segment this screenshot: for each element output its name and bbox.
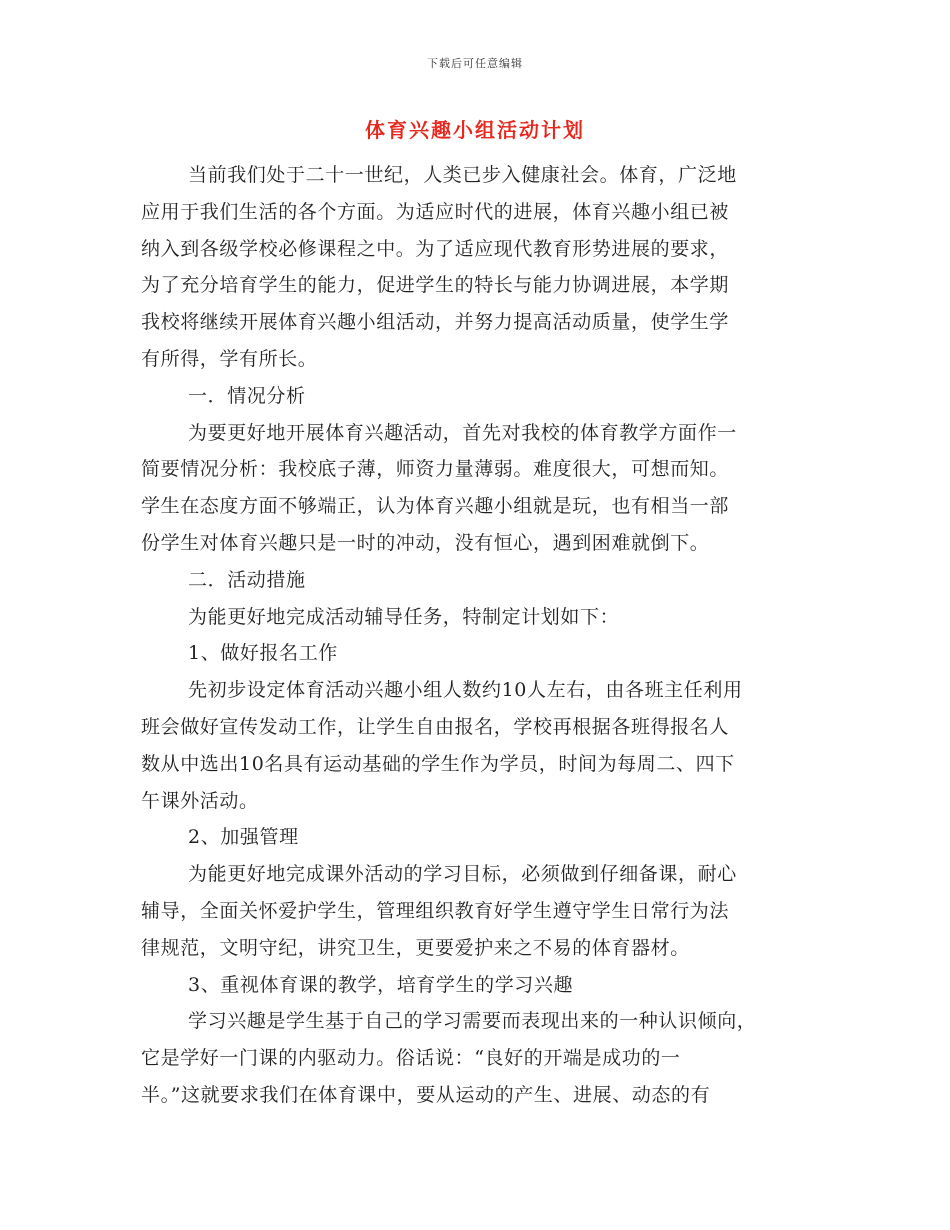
text-line-06: 有所得，学有所长。 (141, 347, 318, 370)
text-line-02: 应用于我们生活的各个方面。为适应时代的进展，体育兴趣小组已被 (141, 200, 730, 223)
text-line-08: 为要更好地开展体育兴趣活动，首先对我校的体育教学方面作一 (188, 421, 737, 444)
text-line-01: 当前我们处于二十一世纪，人类已步入健康社会。体育，广泛地 (188, 164, 737, 186)
text-line-26: 半。”这就要求我们在体育课中，要从运动的产生、进展、动态的有 (141, 1083, 711, 1106)
subheading-management: 2、加强管理 (188, 826, 299, 849)
subheading-registration: 1、做好报名工作 (188, 642, 338, 665)
document-body (141, 157, 809, 1114)
text-line-22: 律规范，文明守纪，讲究卫生，更要爱护来之不易的体育器材。 (141, 936, 690, 959)
text-line-13: 为能更好地完成活动辅导任务，特制定计划如下： (188, 605, 620, 628)
text-line-25: 它是学好一门课的内驱动力。俗话说：“良好的开端是成功的一 (141, 1047, 681, 1070)
page-header: 下载后可任意编辑 (427, 57, 523, 70)
document-title: 体育兴趣小组活动计划 (365, 118, 585, 142)
text-line-24: 学习兴趣是学生基于自己的学习需要而表现出来的一种认识倾向， (188, 1010, 757, 1033)
text-line-17: 数从中选出10名具有运动基础的学生作为学员，时间为每周二、四下 (141, 752, 735, 775)
section-heading-measures: 二．活动措施 (188, 568, 306, 591)
text-line-18: 午课外活动。 (141, 789, 259, 812)
text-line-15: 先初步设定体育活动兴趣小组人数约10人左右，由各班主任利用 (188, 679, 743, 702)
section-heading-situation: 一．情况分析 (188, 384, 306, 407)
text-line-20: 为能更好地完成课外活动的学习目标，必须做到仔细备课，耐心 (188, 863, 737, 886)
text-line-04: 为了充分培育学生的能力，促进学生的特长与能力协调进展，本学期 (141, 274, 730, 297)
text-line-10: 学生在态度方面不够端正，认为体育兴趣小组就是玩，也有相当一部 (141, 495, 730, 518)
text-line-11: 份学生对体育兴趣只是一时的冲动，没有恒心，遇到困难就倒下。 (141, 531, 710, 554)
text-line-21: 辅导，全面关怀爱护学生，管理组织教育好学生遵守学生日常行为法 (141, 899, 730, 922)
text-line-16: 班会做好宣传发动工作，让学生自由报名，学校再根据各班得报名人 (141, 715, 730, 738)
text-line-09: 简要情况分析：我校底子薄，师资力量薄弱。难度很大，可想而知。 (141, 458, 730, 481)
subheading-teaching: 3、重视体育课的教学，培育学生的学习兴趣 (188, 973, 574, 996)
text-line-03: 纳入到各级学校必修课程之中。为了适应现代教育形势进展的要求， (141, 237, 730, 260)
text-line-05: 我校将继续开展体育兴趣小组活动，并努力提高活动质量，使学生学 (141, 311, 730, 334)
